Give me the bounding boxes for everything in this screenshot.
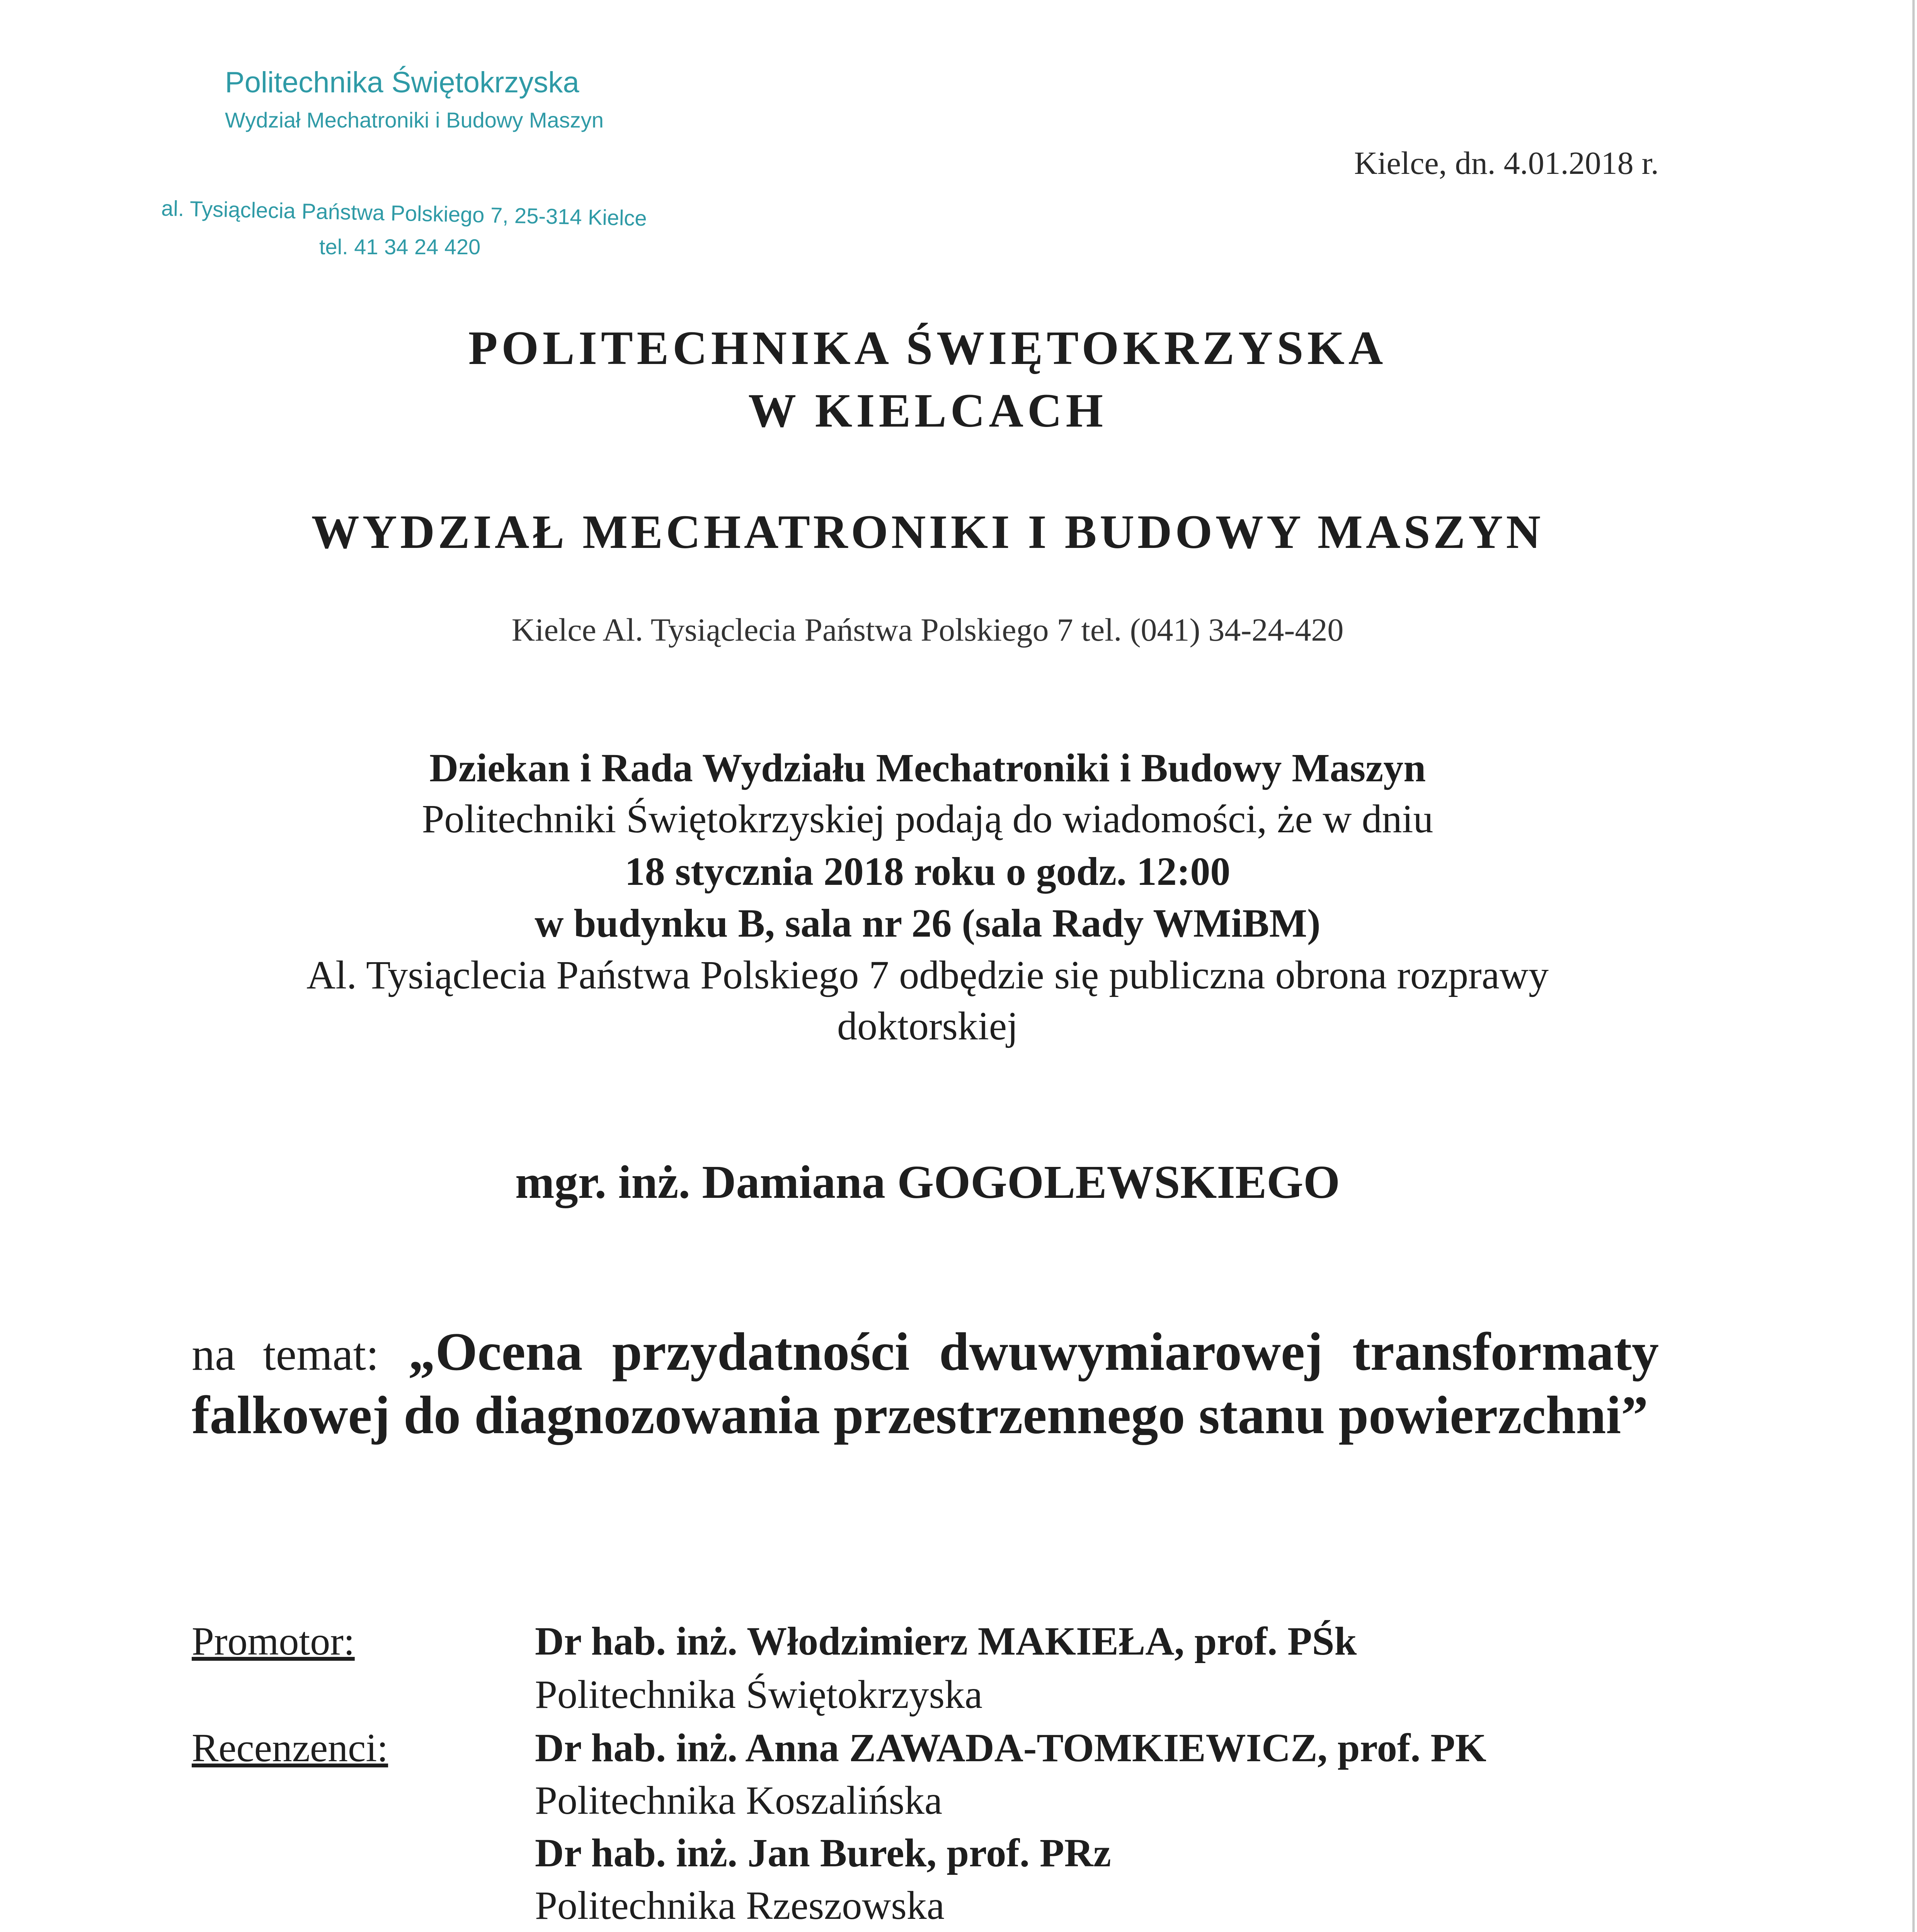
dissertation-topic — [192, 1321, 1659, 1446]
topic-title: „Ocena przydatności dwuwymiarowej transformaty falkowej do diagnozowania przestrzennego stanu powierzchni” — [192, 1322, 1659, 1445]
announcement-line-2: Politechniki Świętokrzyskiej podają do wiadomości, że w dniu — [422, 797, 1433, 841]
reviewers-label: Recenzenci: — [192, 1726, 388, 1770]
defense-location: w budynku B, sala nr 26 (sala Rady WMiBM) — [535, 901, 1321, 946]
promotor-name: Dr hab. inż. Włodzimierz MAKIEŁA, prof. PŚk — [535, 1619, 1357, 1663]
reviewer-2-name: Dr hab. inż. Jan Burek, prof. PRz — [535, 1831, 1111, 1875]
university-city: W KIELCACH — [748, 384, 1107, 437]
topic-prefix: na temat: — [192, 1328, 379, 1380]
reviewer-2-affiliation: Politechnika Rzeszowska — [535, 1883, 945, 1928]
defense-datetime: 18 stycznia 2018 roku o godz. 12:00 — [625, 849, 1231, 894]
university-name: POLITECHNIKA ŚWIĘTOKRZYSKA — [468, 321, 1387, 374]
candidate-name: mgr. inż. Damiana GOGOLEWSKIEGO — [515, 1156, 1340, 1208]
faculty-name: WYDZIAŁ MECHATRONIKI I BUDOWY MASZYN — [311, 505, 1544, 558]
stamp-line-phone: tel. 41 34 24 420 — [319, 235, 481, 259]
document-date: Kielce, dn. 4.01.2018 r. — [1354, 145, 1659, 181]
announcement-line-1: Dziekan i Rada Wydziału Mechatroniki i Budowy Maszyn — [429, 746, 1426, 790]
announcement-line-6: doktorskiej — [837, 1004, 1018, 1048]
announcement-line-5: Al. Tysiąclecia Państwa Polskiego 7 odbędzie się publiczna obrona rozprawy — [306, 953, 1549, 997]
stamp-line-university: Politechnika Świętokrzyska — [225, 66, 579, 99]
scan-edge-right — [1912, 0, 1915, 1932]
stamp-line-faculty: Wydział Mechatroniki i Budowy Maszyn — [225, 108, 604, 132]
promotor-label: Promotor: — [192, 1619, 355, 1663]
promotor-affiliation: Politechnika Świętokrzyska — [535, 1672, 983, 1717]
stamp-line-address: al. Tysiąclecia Państwa Polskiego 7, 25-314 Kielce — [161, 196, 647, 231]
reviewer-1-affiliation: Politechnika Koszalińska — [535, 1778, 943, 1823]
faculty-address: Kielce Al. Tysiąclecia Państwa Polskiego 7 tel. (041) 34-24-420 — [511, 612, 1344, 648]
reviewer-1-name: Dr hab. inż. Anna ZAWADA-TOMKIEWICZ, prof. PK — [535, 1726, 1486, 1770]
